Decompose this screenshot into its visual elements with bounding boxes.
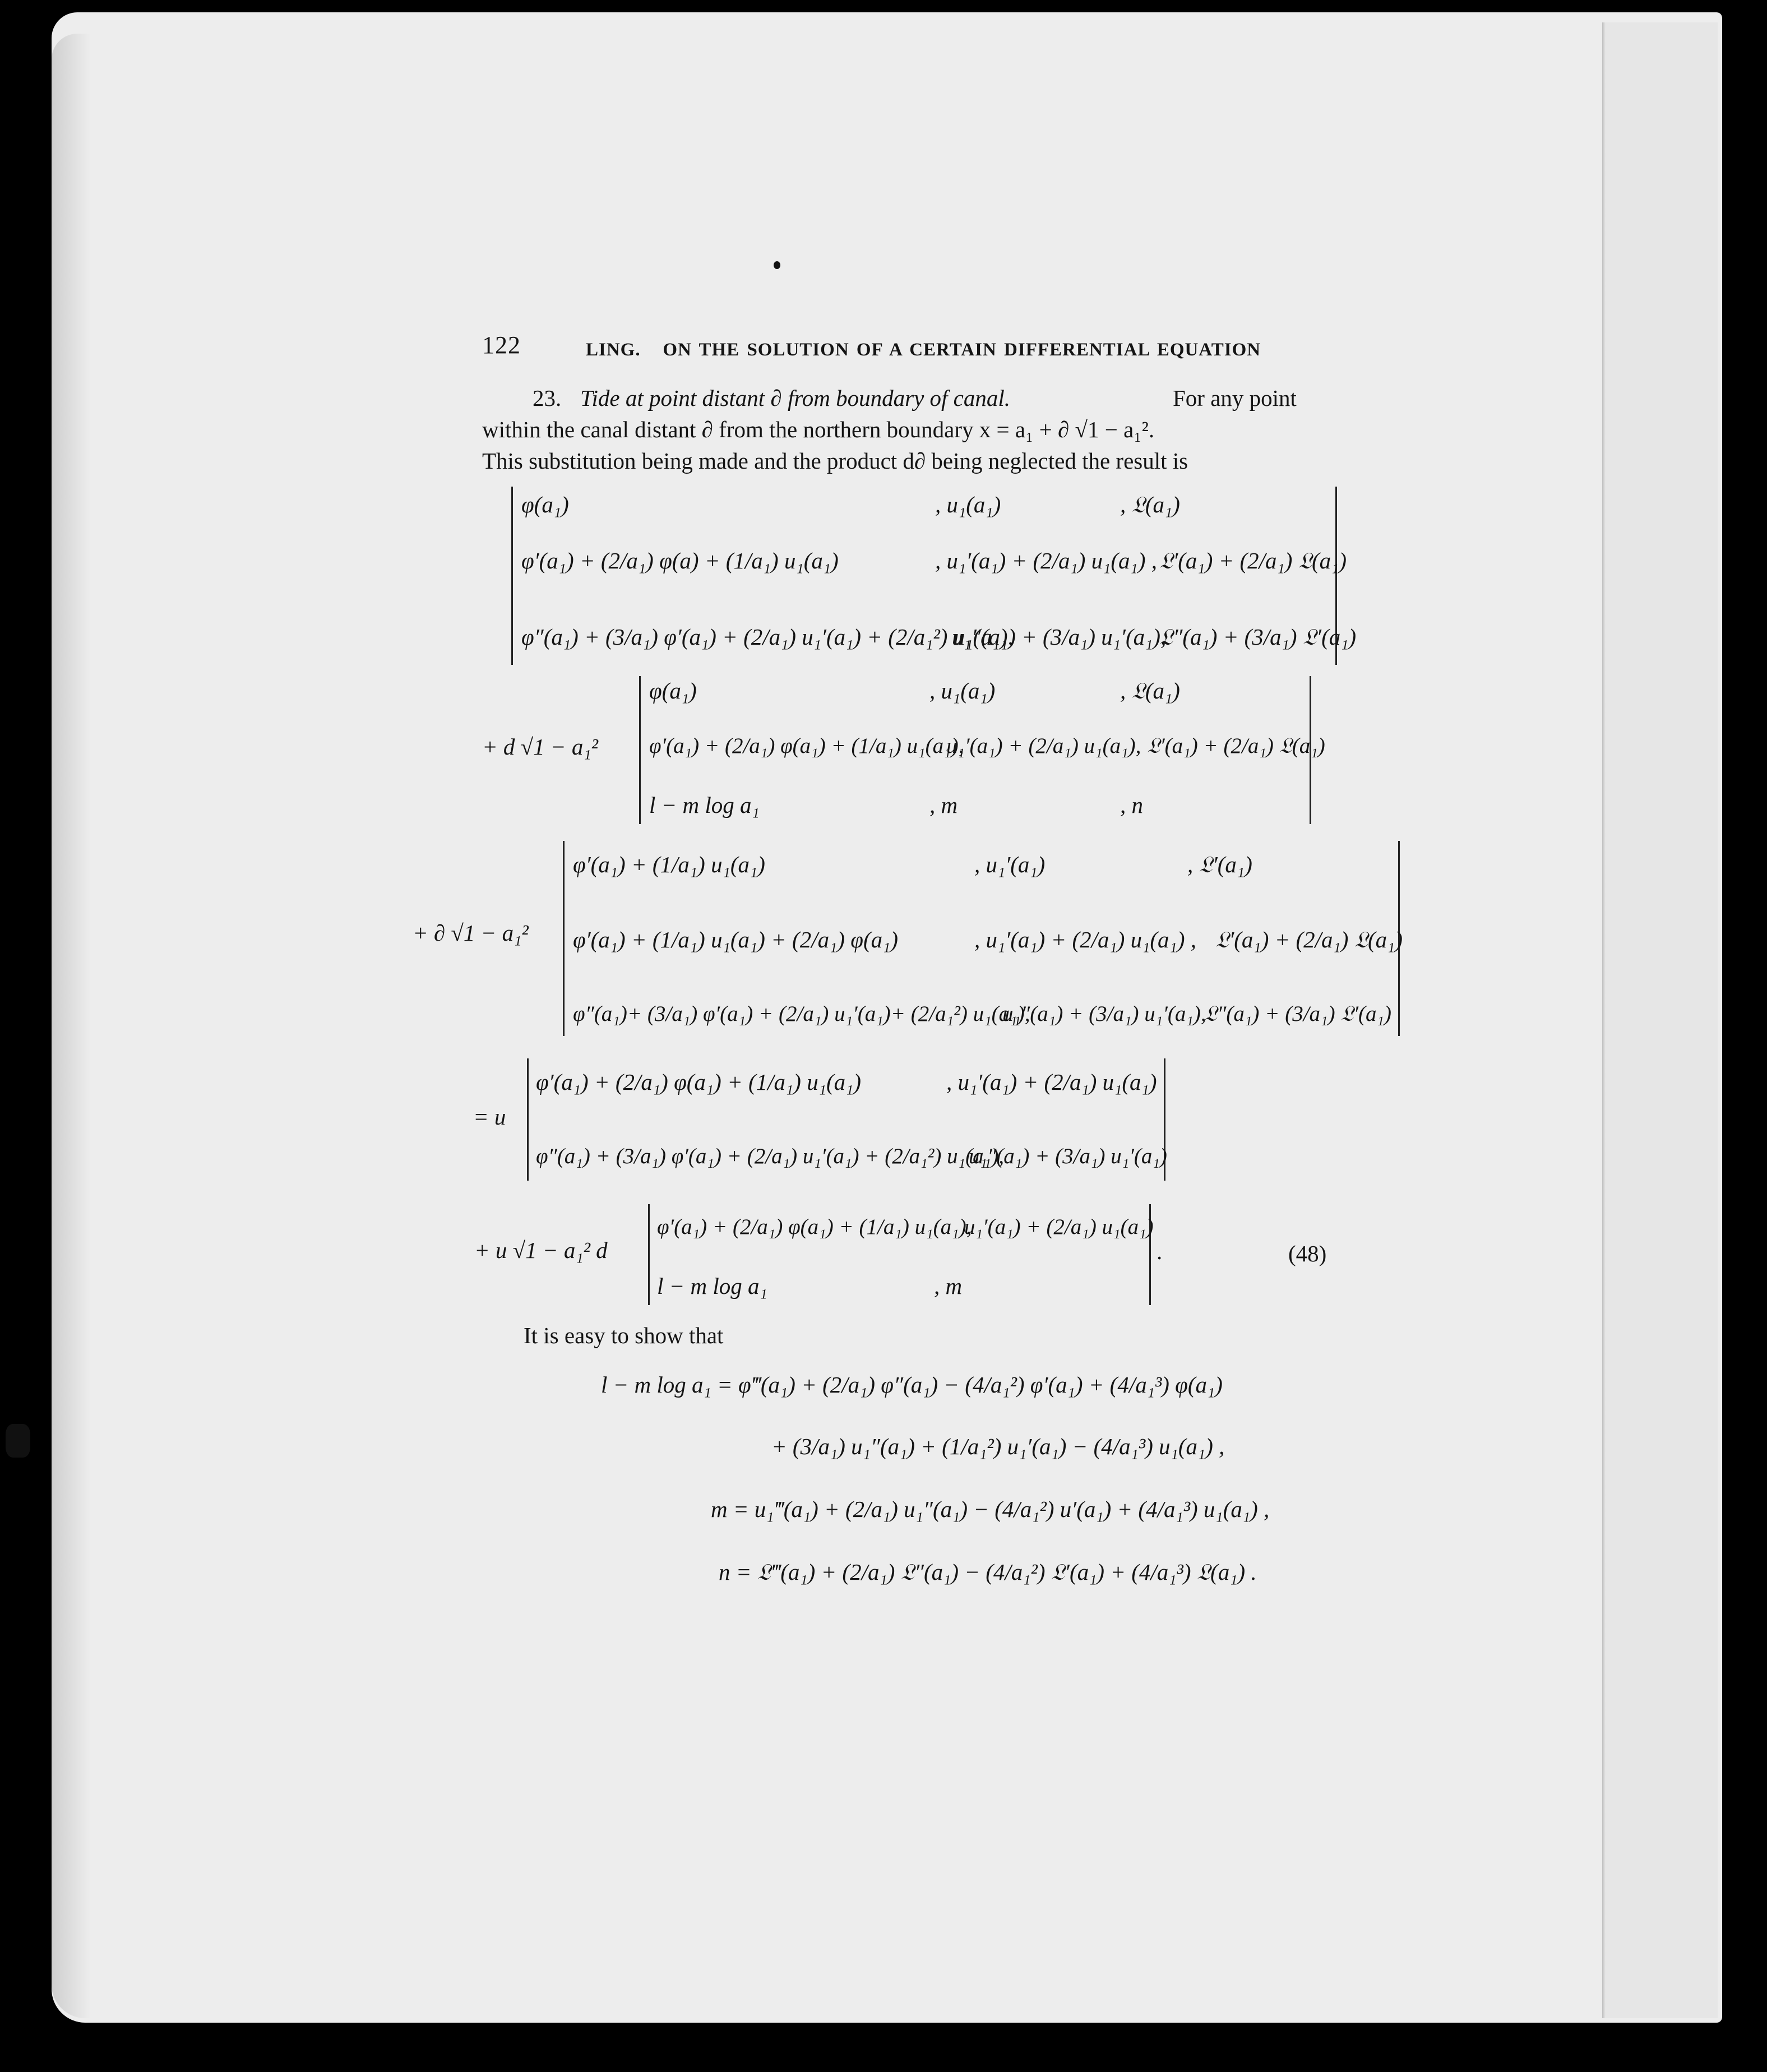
det3-cell: φ″(a₁)+ (3/a₁) φ′(a₁) + (2/a₁) u₁′(a₁)+ (2/a₁²) u₁(a₁), [573, 1002, 1030, 1026]
det2-cell: , m [929, 792, 958, 818]
det4-cell: , u₁′(a₁) + (2/a₁) u₁(a₁) [946, 1069, 1157, 1095]
paragraph-line-3: This substitution being made and the product d∂ being neglected the result is [482, 448, 1188, 474]
det3-cell: φ′(a₁) + (1/a₁) u₁(a₁) [573, 852, 765, 877]
det3-cell: u₁″(a₁) + (3/a₁) u₁′(a₁), [1002, 1002, 1206, 1026]
det3-cell: 𝔏″(a₁) + (3/a₁) 𝔏′(a₁) [1204, 1002, 1392, 1026]
equation-l-line-2: + (3/a₁) u₁″(a₁) + (1/a₁²) u₁′(a₁) − (4/a₁³) u₁(a₁) , [771, 1433, 1225, 1459]
determinant-bar-left [511, 487, 513, 665]
det3-cell: , 𝔏′(a₁) [1187, 852, 1252, 877]
det3-cell: 𝔏′(a₁) + (2/a₁) 𝔏(a₁) [1215, 927, 1403, 952]
det1-cell: , 𝔏(a₁) [1120, 492, 1180, 517]
page-fold-line [1602, 22, 1606, 2018]
det1-cell: u₁″(a₁) + (3/a₁) u₁′(a₁), [952, 624, 1167, 650]
det2-cell: φ′(a₁) + (2/a₁) φ(a₁) + (1/a₁) u₁(a₁), [649, 734, 964, 758]
ink-speck [6, 1424, 30, 1458]
det2-cell: , u₁(a₁) [929, 678, 996, 704]
det1-cell: φ(a₁) [521, 492, 569, 517]
conclusion-intro: It is easy to show that [524, 1322, 724, 1348]
det1-cell: φ″(a₁) + (3/a₁) φ′(a₁) + (2/a₁) u₁′(a₁) + (2/a₁²) u₁(a₁), [521, 624, 1014, 650]
paragraph-line-1-rest: For any point [1173, 385, 1297, 411]
page-fold-area [1606, 22, 1718, 2018]
det3-cell: , u₁′(a₁) + (2/a₁) u₁(a₁) , [974, 927, 1196, 952]
det1-cell: φ′(a₁) + (2/a₁) φ(a) + (1/a₁) u₁(a₁) [521, 548, 839, 574]
section-title: Tide at point distant ∂ from boundary of canal. [580, 385, 1011, 411]
det3-cell: , u₁′(a₁) [974, 852, 1046, 877]
det4-prefix: = u [473, 1104, 506, 1130]
det1-cell: , u₁′(a₁) + (2/a₁) u₁(a₁) , [935, 548, 1157, 574]
paragraph-line-2: within the canal distant ∂ from the northern boundary x = a₁ + ∂ √1 − a₁². [482, 417, 1155, 442]
determinant-bar-left [639, 676, 641, 824]
det5-suffix: . [1157, 1238, 1163, 1264]
det5-prefix: + u √1 − a₁² d [474, 1237, 608, 1263]
section-number: 23. [533, 385, 562, 411]
det3-cell: φ′(a₁) + (1/a₁) u₁(a₁) + (2/a₁) φ(a₁) [573, 927, 899, 952]
ink-speck [774, 261, 780, 269]
det1-cell: 𝔏′(a₁) + (2/a₁) 𝔏(a₁) [1159, 548, 1347, 574]
det3-prefix: + ∂ √1 − a₁² [413, 920, 529, 946]
det2-cell: u₁′(a₁) + (2/a₁) u₁(a₁), [946, 734, 1141, 758]
det2-cell: 𝔏′(a₁) + (2/a₁) 𝔏(a₁) [1147, 734, 1325, 758]
running-title: LING. ON THE SOLUTION OF A CERTAIN DIFFERENTIAL EQUATION [586, 340, 1261, 360]
det2-prefix: + d √1 − a₁² [482, 734, 598, 760]
determinant-bar-left [527, 1058, 529, 1181]
det2-cell: , n [1120, 792, 1143, 818]
det5-cell: φ′(a₁) + (2/a₁) φ(a₁) + (1/a₁) u₁(a₁), [657, 1215, 972, 1239]
equation-number: (48) [1288, 1241, 1327, 1266]
det1-cell: , u₁(a₁) [935, 492, 1001, 517]
determinant-bar-left [648, 1204, 650, 1305]
page-edge-shadow [52, 34, 91, 2018]
det5-cell: u₁′(a₁) + (2/a₁) u₁(a₁) [964, 1215, 1154, 1239]
det4-cell: u₁″(a₁) + (3/a₁) u₁′(a₁) [969, 1144, 1167, 1168]
equation-m: m = u₁‴(a₁) + (2/a₁) u₁″(a₁) − (4/a₁²) u′(a₁) + (4/a₁³) u₁(a₁) , [711, 1496, 1270, 1522]
det1-cell: 𝔏″(a₁) + (3/a₁) 𝔏′(a₁) [1159, 624, 1357, 650]
page-number: 122 [482, 331, 521, 359]
det5-cell: l − m log a₁ [657, 1273, 767, 1299]
det2-cell: φ(a₁) [649, 678, 697, 704]
det4-cell: φ″(a₁) + (3/a₁) φ′(a₁) + (2/a₁) u₁′(a₁) + (2/a₁²) u₁(a₁), [536, 1144, 1004, 1168]
det4-cell: φ′(a₁) + (2/a₁) φ(a₁) + (1/a₁) u₁(a₁) [536, 1069, 862, 1095]
equation-n: n = 𝔏‴(a₁) + (2/a₁) 𝔏″(a₁) − (4/a₁²) 𝔏′(a₁) + (4/a₁³) 𝔏(a₁) . [719, 1559, 1257, 1585]
determinant-bar-left [563, 841, 565, 1036]
det2-cell: , 𝔏(a₁) [1120, 678, 1180, 704]
equation-l-line-1: l − m log a₁ = φ‴(a₁) + (2/a₁) φ″(a₁) − (4/a₁²) φ′(a₁) + (4/a₁³) φ(a₁) [601, 1372, 1223, 1398]
det5-cell: , m [934, 1273, 963, 1299]
det2-cell: l − m log a₁ [649, 792, 760, 818]
